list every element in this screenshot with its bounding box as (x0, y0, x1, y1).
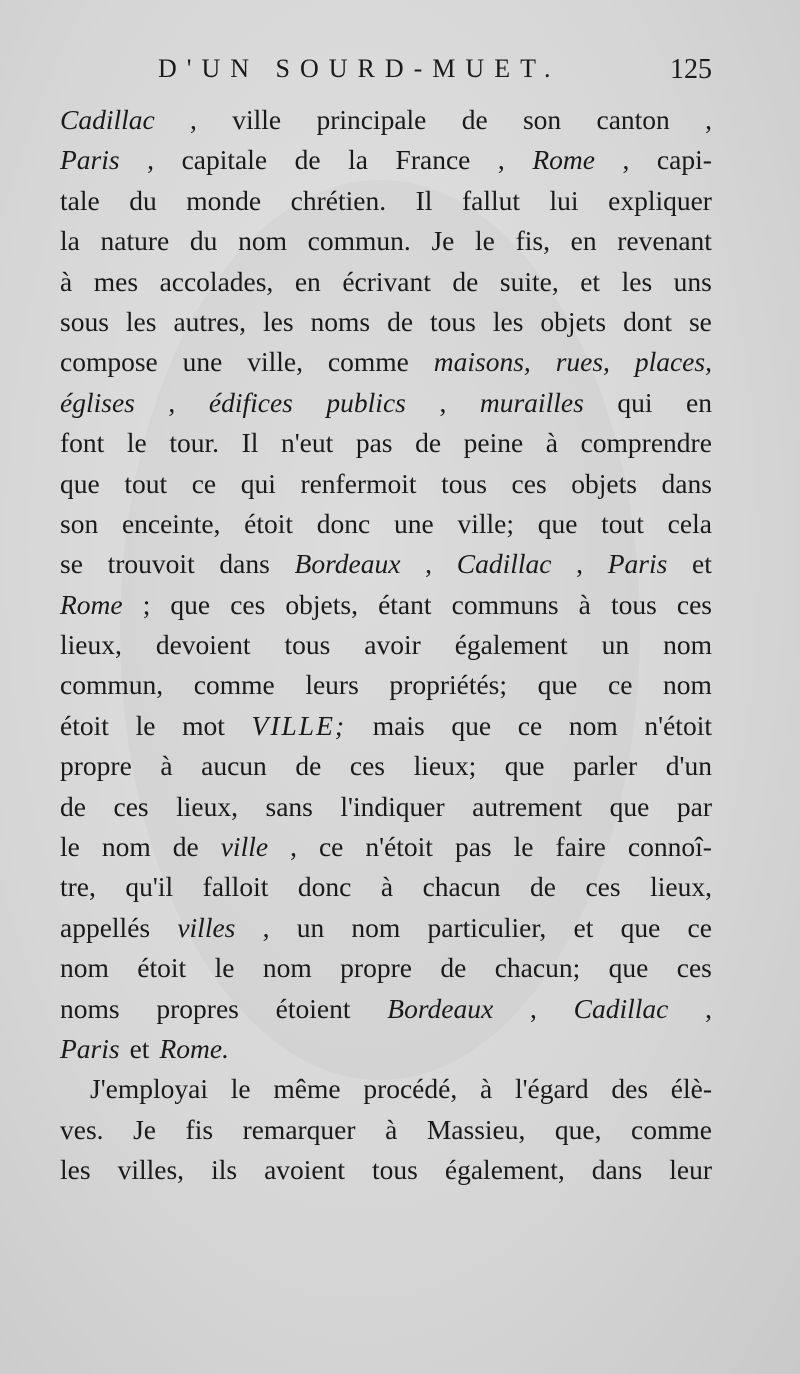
word: Massieu, (426, 1113, 526, 1145)
word: ces (511, 467, 547, 499)
word: procédé, (363, 1073, 458, 1105)
word: ces (676, 952, 712, 984)
text-line (60, 181, 712, 221)
word: ces (585, 871, 621, 903)
word: , (425, 548, 433, 580)
word: que (609, 790, 650, 822)
word: à (60, 265, 73, 297)
text-line (60, 504, 712, 544)
word: à (545, 427, 558, 459)
word: de (172, 831, 199, 863)
word: publics (326, 386, 406, 418)
word: ce (318, 831, 344, 863)
word: ville; (457, 507, 514, 539)
word: un (296, 911, 325, 943)
word: du (189, 225, 218, 257)
word: avoir (364, 629, 421, 661)
word: Paris (60, 1032, 120, 1064)
word: chacun; (494, 952, 581, 984)
word: parler (573, 750, 638, 782)
word: églises (60, 386, 135, 418)
word: fis (185, 1113, 214, 1145)
text-line (60, 262, 712, 302)
word: tous (610, 588, 657, 620)
word: accolades, (159, 265, 274, 297)
text-line (60, 1150, 712, 1190)
word: ves. (60, 1113, 104, 1145)
word: que, (554, 1113, 602, 1145)
word: , (262, 911, 270, 943)
word: enceinte, (121, 507, 221, 539)
word: ville (220, 831, 269, 863)
word: chrétien. (290, 184, 387, 216)
word: dans (219, 548, 270, 580)
word: autrement (472, 790, 583, 822)
word: ville, (247, 346, 304, 378)
word: également, (444, 1154, 565, 1186)
word: en (294, 265, 321, 297)
word: tous (441, 467, 487, 499)
word: étant (378, 588, 432, 620)
running-title: D'UN SOURD-MUET. (158, 54, 561, 83)
word: commun. (307, 225, 411, 257)
word: se (688, 305, 712, 337)
word: la (348, 144, 368, 176)
word: Cadillac (573, 992, 669, 1024)
word: objets (571, 467, 637, 499)
word: le (135, 709, 156, 741)
word: , (622, 144, 630, 176)
word: objets (540, 305, 607, 337)
text-line (60, 100, 712, 140)
word: propres (156, 992, 239, 1024)
word: de (295, 750, 322, 782)
word: villes (177, 911, 236, 943)
text-line (60, 787, 712, 827)
word: propre (340, 952, 412, 984)
word: de (529, 871, 556, 903)
word: que (60, 467, 100, 499)
word: nom (60, 952, 109, 984)
word: de (452, 265, 479, 297)
word: villes, (117, 1154, 185, 1186)
text-line (60, 908, 712, 948)
word: faire (555, 831, 606, 863)
word: de (387, 305, 414, 337)
word: qui (240, 467, 276, 499)
word: les (621, 265, 653, 297)
word: font (60, 427, 105, 459)
word: tous (372, 1154, 418, 1186)
word: noms (60, 992, 120, 1024)
word: monde (186, 184, 262, 216)
word: sans (265, 790, 313, 822)
word: appellés (60, 911, 151, 943)
word: tous (430, 305, 476, 337)
word: noms (310, 305, 371, 337)
word: et (692, 548, 712, 580)
word: chacun (422, 871, 501, 903)
word: fallut (461, 184, 521, 216)
word: principale (316, 104, 427, 135)
word: communs (451, 588, 559, 620)
word: ce (517, 709, 543, 741)
text-line (60, 1029, 712, 1069)
word: dans (591, 1154, 643, 1186)
word: lieux; (413, 750, 477, 782)
word: que (537, 507, 578, 539)
word: dont (623, 305, 672, 337)
word: , (439, 386, 447, 418)
word: que (504, 750, 545, 782)
word: Il (241, 427, 259, 459)
text-line (60, 867, 712, 907)
word: édifices (208, 386, 293, 418)
word: Rome. (159, 1032, 229, 1064)
word: connoî- (627, 831, 712, 863)
word: pas (454, 831, 492, 863)
word: qu'il (125, 871, 174, 903)
word: tour. (169, 427, 219, 459)
word: de (440, 952, 467, 984)
word: le (513, 831, 534, 863)
word: écrivant (342, 265, 431, 297)
word: expliquer (608, 184, 712, 216)
word: de (461, 104, 488, 135)
word: en (570, 225, 597, 257)
word: Je (133, 1113, 156, 1145)
word: Cadillac (456, 548, 552, 580)
word: , (576, 548, 584, 580)
word: revenant (617, 225, 712, 257)
text-line (60, 746, 712, 786)
word: ces (349, 750, 386, 782)
word: leurs (305, 669, 359, 701)
word: à (380, 871, 394, 903)
word: rues, (555, 346, 610, 378)
word: devoient (155, 629, 251, 661)
word: , (705, 104, 712, 135)
word: le (60, 831, 80, 863)
word: étoit (137, 952, 187, 984)
word: ces (676, 588, 712, 620)
text-line (60, 665, 712, 705)
word: n'étoit (365, 831, 433, 863)
word: et (129, 1032, 150, 1064)
text-line (60, 625, 712, 665)
word: tout (124, 467, 168, 499)
word: de (294, 144, 321, 176)
word: à (385, 1113, 398, 1145)
word: Il (415, 184, 433, 216)
word: dans (661, 467, 712, 499)
word: lieux, (176, 790, 238, 822)
word: même (273, 1073, 341, 1105)
word: par (676, 790, 712, 822)
word: donc (297, 871, 352, 903)
word: , (147, 144, 155, 176)
word: de (60, 790, 86, 822)
word: de (415, 427, 442, 459)
word: ce (191, 467, 217, 499)
text-line (60, 1110, 712, 1150)
word: maisons, (433, 346, 531, 378)
word: aucun (201, 750, 267, 782)
body-text (60, 100, 712, 1191)
text-line (60, 585, 712, 625)
word: également (454, 629, 568, 661)
word: falloit (202, 871, 269, 903)
word: , (190, 104, 197, 135)
text-line (60, 1069, 712, 1109)
word: nom (663, 629, 712, 661)
word: nom (238, 225, 287, 257)
word: , (529, 992, 537, 1024)
word: élè- (670, 1073, 712, 1105)
word: remarquer (242, 1113, 356, 1145)
word: ces (230, 588, 266, 620)
word: VILLE; (251, 709, 347, 741)
text-line (60, 140, 712, 180)
word: renfermoit (300, 467, 417, 499)
text-line (60, 706, 712, 746)
text-line (60, 302, 712, 342)
word: fis, (515, 225, 550, 257)
word: à (578, 588, 591, 620)
text-line (60, 221, 712, 261)
word: , (290, 831, 297, 863)
word: tre, (60, 871, 96, 903)
word: les (60, 1154, 91, 1186)
word: compose (60, 346, 158, 378)
word: donc (316, 507, 371, 539)
word: canton (596, 104, 670, 135)
word: étoient (275, 992, 351, 1024)
text-line (60, 342, 712, 382)
word: n'eut (280, 427, 334, 459)
word: une (182, 346, 223, 378)
word: mes (93, 265, 139, 297)
word: et (573, 911, 594, 943)
word: , (497, 144, 505, 176)
text-line (60, 989, 712, 1029)
word: que (451, 709, 492, 741)
word: que (537, 669, 578, 701)
word: du (129, 184, 157, 216)
word: étoit (244, 507, 294, 539)
word: , (168, 386, 176, 418)
text-line (60, 544, 712, 584)
word: mais (372, 709, 425, 741)
word: nom (101, 831, 151, 863)
word: cela (667, 507, 712, 539)
word: pas (355, 427, 393, 459)
word: le (475, 225, 495, 257)
word: le (126, 427, 147, 459)
word: nom (351, 911, 401, 943)
word: n'étoit (644, 709, 712, 741)
word: tous (284, 629, 331, 661)
word: à (160, 750, 173, 782)
word: tout (601, 507, 644, 539)
word: Bordeaux (294, 548, 401, 580)
word: ce (608, 669, 633, 701)
word: lui (549, 184, 579, 216)
word: l'indiquer (340, 790, 445, 822)
word: Rome (532, 144, 595, 176)
word: J'employai (90, 1073, 208, 1105)
word: sous (60, 305, 109, 337)
word: se (60, 548, 83, 580)
word: tale (60, 184, 100, 216)
word: et (580, 265, 601, 297)
word: la (60, 225, 80, 257)
word: capitale (181, 144, 268, 176)
word: l'égard (514, 1073, 589, 1105)
word: qui (617, 386, 653, 418)
word: que (608, 952, 649, 984)
word: propriétés; (389, 669, 508, 701)
word: objets, (285, 588, 358, 620)
word: comme (631, 1113, 712, 1145)
word: ville (232, 104, 282, 135)
text-line (60, 383, 712, 423)
word: Rome (60, 588, 123, 620)
word: Je (431, 225, 455, 257)
word: des (611, 1073, 649, 1105)
word: nom (568, 709, 618, 741)
page-number: 125 (670, 54, 712, 85)
word: autres, (173, 305, 246, 337)
word: le (214, 952, 235, 984)
text-line (60, 423, 712, 463)
word: comme (327, 346, 409, 378)
word: les (125, 305, 157, 337)
word: une (393, 507, 434, 539)
word: d'un (665, 750, 712, 782)
word: particulier, (427, 911, 547, 943)
word: son (60, 507, 99, 539)
word: peine (463, 427, 524, 459)
word: comprendre (580, 427, 712, 459)
word: propre (60, 750, 132, 782)
word: , (705, 992, 712, 1024)
word: Paris (60, 144, 120, 176)
word: son (522, 104, 562, 135)
text-line (60, 464, 712, 504)
text-line (60, 827, 712, 867)
word: Cadillac (60, 104, 155, 135)
word: étoit (60, 709, 109, 741)
word: lieux, (60, 629, 122, 661)
word: mot (182, 709, 225, 741)
word: Bordeaux (387, 992, 494, 1024)
word: comme (193, 669, 275, 701)
word: ; (142, 588, 151, 620)
word: ils (211, 1154, 238, 1186)
word: avoient (264, 1154, 346, 1186)
page-header (60, 54, 712, 94)
word: à (479, 1073, 493, 1105)
word: suite, (499, 265, 559, 297)
word: que (620, 911, 661, 943)
word: lieux, (650, 871, 712, 903)
word: nature (100, 225, 170, 257)
word: Paris (607, 548, 668, 580)
word: ce (687, 911, 712, 943)
word: le (230, 1073, 251, 1105)
word: les (492, 305, 524, 337)
word: trouvoit (107, 548, 195, 580)
word: nom (262, 952, 312, 984)
word: ces (113, 790, 149, 822)
text-line (60, 948, 712, 988)
word: murailles (479, 386, 584, 418)
word: un (601, 629, 630, 661)
word: capi- (656, 144, 712, 176)
word: places, (634, 346, 712, 378)
word: France (395, 144, 471, 176)
word: en (686, 386, 712, 418)
word: commun, (60, 669, 164, 701)
word: que (170, 588, 211, 620)
word: nom (663, 669, 712, 701)
word: les (262, 305, 294, 337)
word: leur (669, 1154, 712, 1186)
word: uns (673, 265, 712, 297)
